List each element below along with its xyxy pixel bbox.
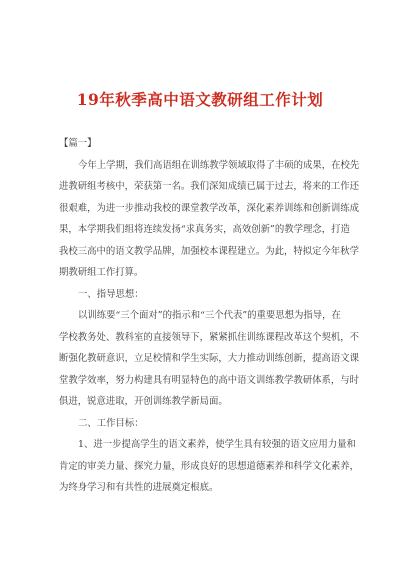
paragraph-line: 期教研组工作打算。 <box>59 267 144 278</box>
paragraph-line: 断强化教研意识，立足校情和学生实际，大力推动训练创新，提高语文课 <box>59 353 360 364</box>
paragraph-line: 以训练要“三个面对”的指示和“三个代表”的重要思想为指导，在 <box>78 310 341 321</box>
paragraph-line: 1、进一步提高学生的语文素养，使学生具有较强的语文应用力量和 <box>78 439 356 450</box>
paragraph-line: 进教研组考核中，荣获第一名。我们深知成绩已属于过去，将来的工作还 <box>59 181 360 192</box>
section-heading: 一、指导思想： <box>78 288 144 300</box>
document-title: 19年秋季高中语文教研组工作计划 <box>76 90 324 109</box>
section-marker: 【篇一】 <box>59 138 97 149</box>
paragraph-line: 堂教学效率，努力构建具有明显特色的高中语文训练教学教研体系，与时 <box>59 374 360 386</box>
paragraph-line: 肯定的审美力量、探究力量，形成良好的思想道德素养和科学文化素养， <box>59 460 360 472</box>
section-heading: 二、工作目标： <box>78 417 144 429</box>
paragraph-line: 俱进，锐意进取，开创训练教学新局面。 <box>59 396 228 407</box>
paragraph-line: 果，本学期我们组将连续发扬“求真务实，高效创新”的教学理念，打造 <box>59 224 350 235</box>
paragraph-line: 我校三高中的语文教学品牌，加强校本课程建立。为此，特拟定今年秋学 <box>59 245 360 257</box>
paragraph-line: 今年上学期，我们高语组在训练教学领域取得了丰硕的成果，在校先 <box>78 159 360 171</box>
paragraph-line: 学校教务处、教科室的直接领导下，紧紧抓住训练课程改革这个契机，不 <box>59 331 360 343</box>
document-body <box>59 133 360 499</box>
paragraph-line: 很艰难，为进一步推动我校的课堂教学改革，深化素养训练和创新训练成 <box>59 202 360 214</box>
paragraph-line: 为终身学习和有共性的进展奠定根底。 <box>59 482 219 493</box>
